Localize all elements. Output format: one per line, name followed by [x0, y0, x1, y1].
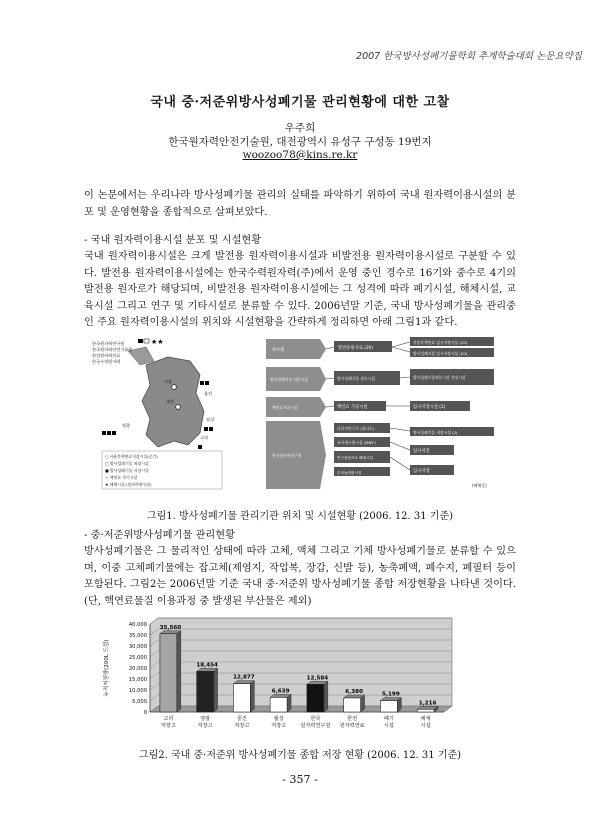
bar-top: [344, 695, 365, 698]
author-email: [0, 149, 600, 161]
facility-label: 다목적연구로 (하나로): [337, 426, 375, 431]
legend-item: ○ 사용후핵연료저장시설(중간): [105, 454, 158, 459]
site-square: [204, 427, 208, 431]
x-tick-label: 영광: [200, 716, 211, 722]
y-tick-label: 35,000: [128, 633, 147, 639]
site-square: [107, 431, 111, 435]
facility-label: 방사성폐기물 저장시설 (2): [413, 430, 458, 435]
chart-floor: [150, 706, 452, 712]
bar-4: [270, 697, 287, 712]
x-tick-label: 원자력연구원: [300, 723, 331, 729]
bar-top: [233, 681, 254, 684]
legend-item: □ 방사성폐기물 처리시설: [105, 461, 149, 466]
facility-label: 임시저장: [413, 469, 430, 474]
x-tick-label: 울진: [236, 716, 247, 722]
x-tick-label: 한국: [310, 716, 321, 722]
bar-top: [160, 631, 181, 634]
dismantling-note: (해체중): [472, 483, 487, 488]
x-tick-label: 고리: [163, 716, 174, 722]
section1-body: 국내 원자력이용시설은 크게 발전용 원자력이용시설과 비발전용 원자력이용시설로 구분할 수 있다. 발전용 원자력이용시설에는 한국수력원자력(주)에서 운영 중인 경수로 16기와 중수로 4기의 발전용 원자로가 해당되며, 비발전용 원자력이용시설에는 그 성격에 따라 폐기시설, 해체시설, 교육시설 그리고 연구 및 기타시설로 분류할 수 있다. 2006년말 기준, 국내 방사성폐기물을 관리중인 주요 원자력이용시설의 위치와 시설현황을 간략하게 정리하면 아래 그림1과 같다.: [84, 251, 516, 328]
chart-plot-area: [150, 618, 452, 712]
facility-label: 방사성폐기물처분시설 저장시설: [413, 375, 466, 380]
legend-item: ★ 해체시설 (원자력연구원): [105, 482, 152, 487]
abstract-paragraph: 이 논문에서는 우리나라 방사성폐기물 관리의 실태를 파악하기 위하여 국내 원자력이용시설의 분포 및 운영현황을 종합적으로 살펴보았다.: [84, 190, 516, 218]
group-fuel: [266, 397, 470, 417]
facility-label: 발전용원자로 (20): [338, 346, 374, 351]
bar-6: [344, 698, 361, 712]
x-tick-label: 해체: [420, 716, 431, 722]
bar-data-label: 12,877: [233, 674, 255, 681]
map-label-daejeon: 대전: [166, 399, 175, 404]
map-label-uljin: 울진: [204, 391, 213, 396]
bar-top: [197, 668, 218, 671]
map-label-yonggwang: 영광: [122, 423, 131, 428]
site-square: [198, 445, 202, 449]
page-number: - 357 -: [282, 773, 318, 786]
facility-label: 우라늄변환시설: [337, 471, 362, 475]
map-label-wolsong: 월성: [206, 417, 215, 422]
figure2-bar-chart: [88, 614, 508, 744]
site-square: [209, 427, 213, 431]
bar-5: [307, 684, 324, 712]
seoul-marker: [172, 385, 177, 390]
bar-data-label: 35,560: [159, 624, 182, 631]
y-tick-label: 25,000: [128, 655, 147, 661]
author-name: 우주희: [284, 122, 316, 134]
running-header: 2007 한국방사성폐기물학회 추계학술대회 논문요약집: [356, 51, 582, 62]
x-tick-label: 한전: [347, 716, 358, 722]
site-square: [112, 431, 116, 435]
x-tick-label: 저장고: [160, 723, 176, 729]
bar-7: [380, 701, 397, 712]
figure1-diagram: [88, 335, 508, 493]
legend-item: ■ 방사성폐기물 저장시설: [105, 468, 149, 473]
y-tick-label: 20,000: [128, 666, 147, 672]
group-disposal: [266, 367, 494, 391]
bar-side: [250, 681, 254, 712]
bar-8: [417, 709, 434, 712]
facility-label: 사용후핵연료 임시저장시설 (20): [413, 340, 468, 345]
section2-heading: - 중·저준위방사성폐기물 관리현황: [84, 530, 235, 541]
map-label-knf: 한전원자력연료: [92, 353, 121, 358]
chart-ylabel: 누적저장량(200L 드럼): [104, 639, 110, 697]
y-tick-label: 30,000: [128, 644, 147, 650]
x-tick-label: 월성: [273, 716, 284, 722]
figure1-caption: 그림1. 방사성폐기물 관리기관 위치 및 시설현황 (2006. 12. 31 기준): [146, 511, 454, 522]
email-link[interactable]: woozoo78@kins.re.kr: [242, 149, 358, 161]
y-tick-label: 5,000: [132, 699, 147, 705]
group-khnp: [266, 337, 494, 359]
site-square: [205, 381, 209, 385]
affiliation: 한국원자력안전기술원, 대전광역시 유성구 구성동 19번지: [168, 136, 432, 148]
map-label-seoul: 서울: [164, 379, 173, 384]
map-legend: [102, 451, 222, 489]
group-label: 한수원: [272, 348, 285, 353]
bar-data-label: 12,584: [306, 675, 329, 682]
group-label: 방사성폐기물 처분시설: [270, 377, 308, 382]
x-tick-label: 원자력연료: [339, 723, 365, 729]
site-square: [102, 431, 106, 435]
x-tick-label: 시설: [383, 723, 394, 729]
section1-heading: - 국내 원자력이용시설 분포 및 시설현황: [84, 235, 262, 246]
bar-side: [324, 681, 328, 712]
y-tick-label: 10,000: [128, 688, 147, 694]
facility-label: 핵연료 가공시설: [337, 405, 368, 410]
x-tick-label: 시설: [420, 723, 431, 729]
bar-side: [177, 631, 181, 712]
bar-top: [307, 681, 328, 684]
facility-label: 임시저장: [413, 449, 430, 454]
bar-top: [380, 698, 401, 701]
figure2-caption: 그림2. 국내 중·저준위 방사성폐기물 종합 저장 현황 (2006. 12. 31 기준): [138, 750, 462, 761]
map-label-kori: 고리: [200, 435, 209, 440]
map-label-khnp: 한국수력원자력: [92, 359, 121, 364]
paper-title: 국내 중·저준위방사성폐기물 관리현황에 대한 고찰: [150, 95, 450, 110]
facility-flowchart: [266, 337, 494, 489]
bar-1: [160, 634, 177, 712]
x-tick-label: 저장고: [271, 723, 287, 729]
x-tick-label: 저장고: [197, 723, 213, 729]
daejeon-marker: [176, 405, 181, 410]
bar-data-label: 5,199: [382, 691, 400, 698]
bar-data-label: 1,216: [418, 700, 437, 707]
facility-label: 방사성폐기물 관리시설: [337, 376, 375, 381]
site-square: [144, 339, 149, 343]
x-tick-label: 폐기: [383, 716, 394, 722]
bar-2: [197, 671, 214, 712]
group-label: 한국원자력연구원: [272, 453, 302, 458]
group-kaeri: [266, 421, 494, 489]
bar-data-label: 6,380: [345, 688, 363, 695]
map-label-kaeri: 한국원자력연구원: [92, 341, 125, 346]
site-star: ★★: [151, 338, 164, 346]
facility-label: 조사재시험시설 (IMEF): [337, 440, 376, 445]
legend-item: ☆ 핵연료 주기시설: [105, 475, 138, 480]
y-tick-label: 0: [143, 710, 147, 716]
bar-side: [214, 668, 218, 712]
bar-3: [233, 684, 250, 712]
bar-data-label: 6,639: [271, 688, 290, 695]
x-tick-label: 저장고: [234, 723, 250, 729]
site-square: [200, 381, 204, 385]
section2-body: 방사성폐기물은 그 물리적인 상태에 따라 고체, 액체 그리고 기체 방사성폐기물로 분류할 수 있으며, 이중 고체폐기물에는 잡고체(제염지, 작업복, 장갑, 신발 등), 농축폐액, 폐수지, 폐필터 등이 포함된다. 그림2는 2006년말 기준 국내 중·저준위 방사성폐기물 종합 저장현황을 나타낸 것이다.(단, 핵연료물질 이용과정 중 발생된 부산물은 제외): [84, 546, 516, 607]
korea-map: [128, 347, 204, 447]
y-tick-label: 40,000: [128, 622, 147, 628]
y-tick-label: 15,000: [128, 677, 147, 683]
map-label-kins: 한국원자력안전기술원: [92, 347, 133, 352]
facility-label: 임시저장시설 (2): [413, 405, 446, 410]
bar-data-label: 18,454: [196, 662, 218, 669]
facility-label: 연구용원자로 해체시설: [337, 456, 373, 460]
bar-top: [417, 706, 438, 709]
site-square: [138, 339, 143, 343]
bar-top: [270, 694, 291, 697]
facility-label: 방사성폐기물 임시저장시설 (20): [413, 351, 468, 356]
group-label: 핵연료가공시설: [272, 405, 298, 410]
